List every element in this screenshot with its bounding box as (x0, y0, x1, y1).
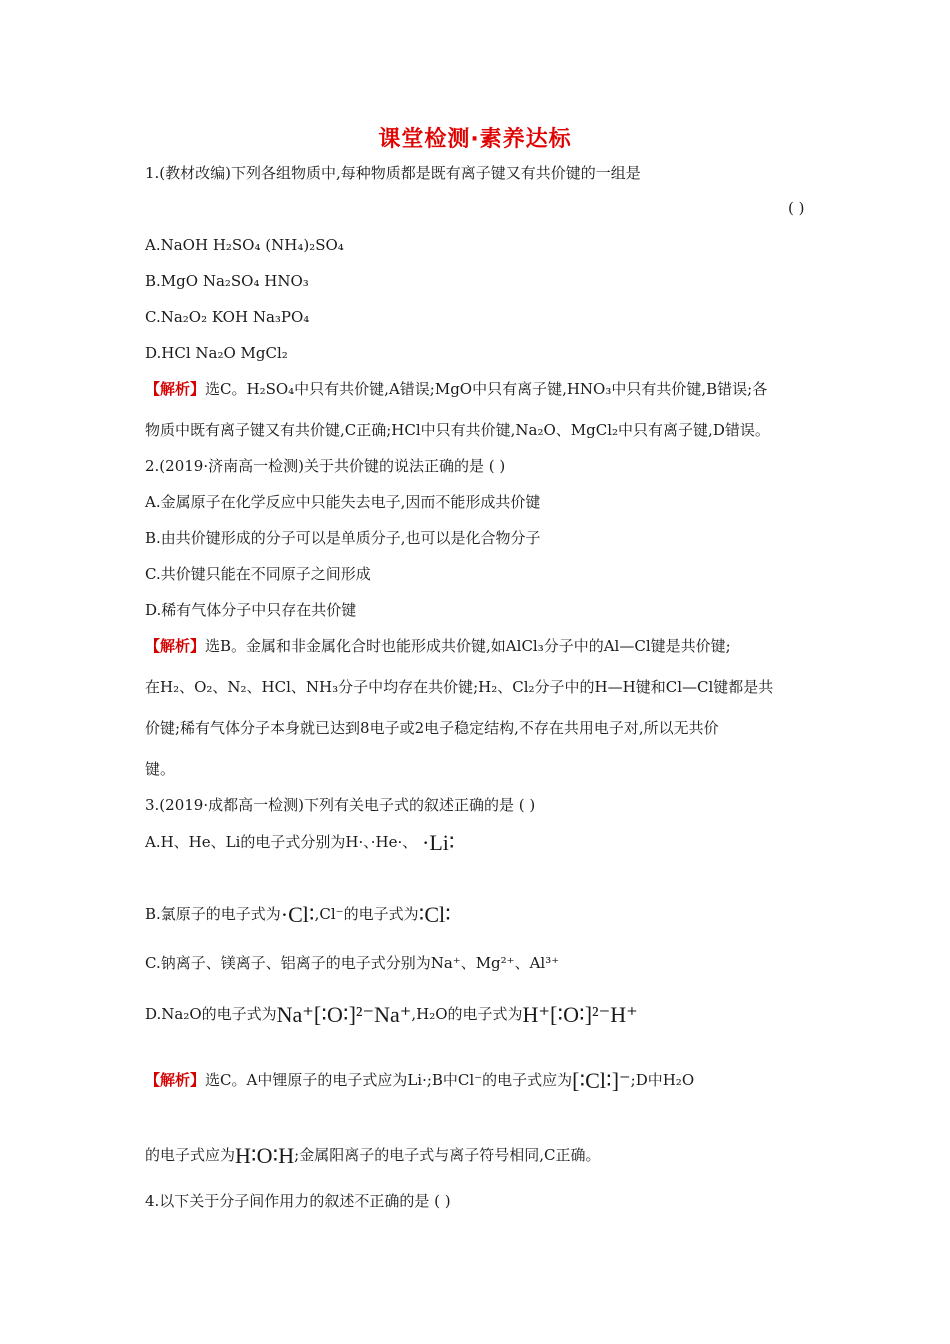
q1-option-a: A.NaOH H₂SO₄ (NH₄)₂SO₄ (145, 236, 344, 254)
cl-atom-electron-formula: ·Cl∶ (280, 902, 315, 927)
analysis-tag: 【解析】 (145, 380, 206, 398)
analysis-tag: 【解析】 (145, 637, 206, 655)
analysis-text: 选B。金属和非金属化合时也能形成共价键,如AlCl₃分子中的Al—Cl键是共价键; (205, 637, 731, 655)
cl-ion-electron-formula: ∶Cl∶ (418, 902, 451, 927)
q3-stem: 3.(2019·成都高一检测)下列有关电子式的叙述正确的是 ( ) (145, 796, 536, 814)
q2-analysis-line-3: 价键;稀有气体分子本身就已达到8电子或2电子稳定结构,不存在共用电子对,所以无共价 (145, 719, 719, 737)
option-d-text-2: ,H₂O的电子式为 (411, 1005, 523, 1023)
q3-analysis-line-1 (145, 1070, 694, 1091)
q2-option-c: C.共价键只能在不同原子之间形成 (145, 565, 371, 583)
cl-ion-correct-formula: [∶Cl∶]⁻ (572, 1068, 631, 1093)
q3-option-b (145, 904, 451, 925)
q2-option-a: A.金属原子在化学反应中只能失去电子,因而不能形成共价键 (145, 493, 541, 511)
q1-analysis-line-2: 物质中既有离子键又有共价键,C正确;HCl中只有共价键,Na₂O、MgCl₂中只有离子键,D错误。 (145, 421, 770, 439)
q1-analysis-line-1 (145, 379, 767, 399)
option-a-text: A.H、He、Li的电子式分别为H·、·He·、 (145, 833, 418, 851)
q2-stem: 2.(2019·济南高一检测)关于共价键的说法正确的是 ( ) (145, 457, 506, 475)
q3-option-a (145, 832, 455, 853)
analysis-tag: 【解析】 (145, 1071, 206, 1089)
na2o-electron-formula: Na⁺[∶O∶]²⁻Na⁺ (276, 1002, 412, 1027)
analysis-text: 选C。H₂SO₄中只有共价键,A错误;MgO中只有离子键,HNO₃中只有共价键,B错误;各 (205, 380, 768, 398)
q1-answer-paren: ( ) (788, 199, 805, 217)
h2o-electron-formula: H⁺[∶O∶]²⁻H⁺ (522, 1002, 638, 1027)
q2-analysis-line-4: 键。 (145, 760, 176, 778)
analysis-text-tail: ;D中H₂O (630, 1071, 695, 1089)
q1-stem: 1.(教材改编)下列各组物质中,每种物质都是既有离子键又有共价键的一组是 (145, 164, 641, 182)
q2-option-b: B.由共价键形成的分子可以是单质分子,也可以是化合物分子 (145, 529, 541, 547)
analysis-text-tail: ;金属阳离子的电子式与离子符号相同,C正确。 (294, 1146, 601, 1164)
page-title: 课堂检测·素养达标 (378, 127, 572, 152)
q1-option-d: D.HCl Na₂O MgCl₂ (145, 344, 288, 362)
q1-option-c: C.Na₂O₂ KOH Na₃PO₄ (145, 308, 310, 326)
analysis-text: 的电子式应为 (145, 1146, 236, 1164)
q1-option-b: B.MgO Na₂SO₄ HNO₃ (145, 272, 309, 290)
option-d-text-1: D.Na₂O的电子式为 (145, 1005, 277, 1023)
h2o-correct-formula: H∶O∶H (235, 1143, 295, 1168)
q4-stem: 4.以下关于分子间作用力的叙述不正确的是 ( ) (145, 1192, 451, 1210)
q2-analysis-line-2: 在H₂、O₂、N₂、HCl、NH₃分子中均存在共价键;H₂、Cl₂分子中的H—H键和Cl—Cl键都是共 (145, 678, 774, 696)
option-b-text-1: B.氯原子的电子式为 (145, 905, 281, 923)
q3-analysis-line-2 (145, 1145, 600, 1166)
q3-option-d (145, 1004, 638, 1025)
q3-option-c: C.钠离子、镁离子、铝离子的电子式分别为Na⁺、Mg²⁺、Al³⁺ (145, 954, 560, 972)
analysis-text: 选C。A中锂原子的电子式应为Li·;B中Cl⁻的电子式应为 (205, 1071, 573, 1089)
q2-analysis-line-1 (145, 636, 731, 656)
q2-option-d: D.稀有气体分子中只存在共价键 (145, 601, 357, 619)
option-b-text-2: ,Cl⁻的电子式为 (314, 905, 419, 923)
li-electron-formula: ·Li∶ (422, 830, 455, 855)
